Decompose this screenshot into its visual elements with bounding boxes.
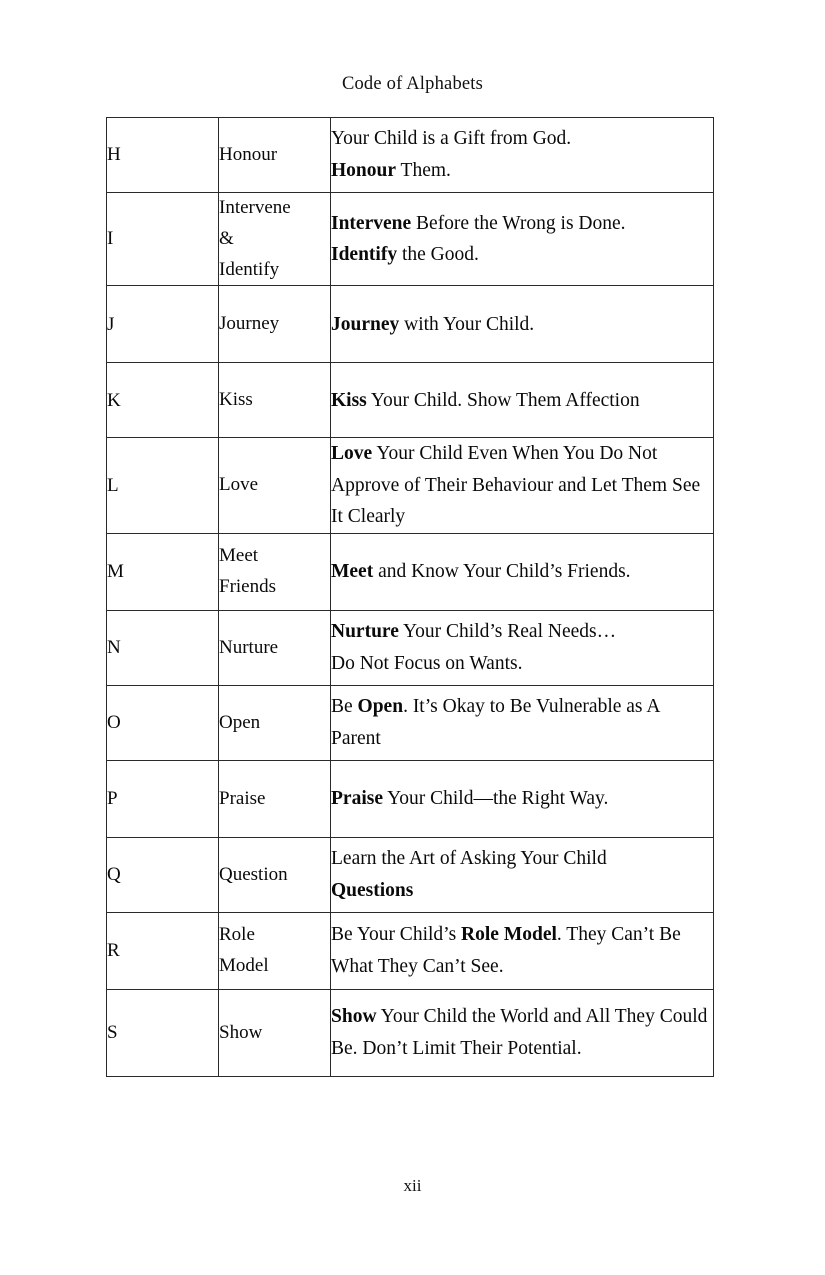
body-text: Before the Wrong is Done. [411, 212, 626, 234]
table-row [107, 438, 714, 534]
cell-letter: J [107, 286, 219, 363]
code-of-alphabets-table [106, 117, 714, 1077]
cell-keyword [219, 534, 331, 611]
cell-letter: K [107, 363, 219, 438]
cell-description [331, 363, 714, 438]
cell-keyword [219, 838, 331, 913]
cell-letter: I [107, 193, 219, 286]
table-row [107, 611, 714, 686]
body-text: the Good. [397, 244, 479, 266]
keyword-line: Role [219, 924, 255, 946]
emphasis-text: Questions [331, 880, 414, 902]
keyword-line: Question [219, 863, 288, 885]
body-text: Your Child Even When You Do Not Approve of Their Behaviour and Let Them See It Clearly [331, 443, 701, 528]
keyword-line: & [219, 227, 234, 249]
cell-keyword [219, 686, 331, 761]
cell-keyword [219, 286, 331, 363]
cell-description [331, 534, 714, 611]
cell-description [331, 761, 714, 838]
keyword-line: Show [219, 1021, 263, 1043]
cell-letter: H [107, 118, 219, 193]
table-row [107, 686, 714, 761]
cell-letter: M [107, 534, 219, 611]
emphasis-text: Role Model [461, 924, 557, 946]
body-text: . They Can’t Be What They Can’t See. [331, 924, 681, 978]
running-head: Code of Alphabets [341, 74, 484, 94]
emphasis-text: Nurture [331, 621, 399, 643]
keyword-line: Identify [219, 258, 280, 280]
table-row [107, 286, 714, 363]
cell-description [331, 990, 714, 1077]
table-row [107, 761, 714, 838]
table-row [107, 118, 714, 193]
cell-letter: L [107, 438, 219, 534]
keyword-line: Praise [219, 787, 266, 809]
body-text: Your Child. Show Them Affection [366, 389, 640, 411]
table-row [107, 534, 714, 611]
emphasis-text: Journey [331, 313, 400, 335]
keyword-line: Honour [219, 143, 278, 165]
cell-keyword [219, 761, 331, 838]
keyword-line: Intervene [219, 197, 291, 218]
cell-description [331, 438, 714, 534]
cell-keyword [219, 193, 331, 286]
keyword-line: Love [219, 474, 259, 496]
emphasis-text: Open [357, 696, 404, 718]
page-number: xii [403, 1176, 422, 1195]
emphasis-text: Kiss [331, 389, 367, 411]
emphasis-text: Intervene [331, 212, 412, 234]
body-text: Be [331, 696, 358, 718]
keyword-line: Nurture [219, 636, 279, 658]
cell-description [331, 118, 714, 193]
cell-letter: N [107, 611, 219, 686]
keyword-line: Friends [219, 576, 276, 598]
emphasis-text: Identify [331, 244, 398, 266]
cell-letter: R [107, 913, 219, 990]
cell-description [331, 611, 714, 686]
body-text: Do Not Focus on Wants. [331, 653, 523, 675]
table-row [107, 838, 714, 913]
keyword-line: Kiss [219, 388, 253, 410]
body-text: with Your Child. [399, 313, 535, 335]
cell-description [331, 913, 714, 990]
table-row [107, 193, 714, 286]
emphasis-text: Meet [331, 561, 374, 583]
emphasis-text: Show [331, 1006, 377, 1028]
body-text: Your Child—the Right Way. [382, 788, 609, 810]
cell-description [331, 193, 714, 286]
cell-letter: O [107, 686, 219, 761]
body-text: Your Child’s Real Needs… [398, 621, 617, 643]
keyword-line: Journey [219, 312, 280, 334]
table-row [107, 913, 714, 990]
cell-keyword [219, 611, 331, 686]
cell-keyword [219, 438, 331, 534]
body-text: and Know Your Child’s Friends. [373, 561, 631, 583]
emphasis-text: Praise [331, 788, 383, 810]
cell-description [331, 286, 714, 363]
body-text: Your Child is a Gift from God. [331, 128, 572, 150]
keyword-line: Meet [219, 545, 259, 567]
cell-keyword [219, 118, 331, 193]
emphasis-text: Honour [331, 160, 397, 181]
cell-description [331, 686, 714, 761]
cell-keyword [219, 913, 331, 990]
cell-description [331, 838, 714, 913]
cell-letter: S [107, 990, 219, 1077]
table-row [107, 363, 714, 438]
keyword-line: Model [219, 955, 269, 977]
table-row [107, 990, 714, 1077]
table-body [107, 118, 714, 1077]
emphasis-text: Love [331, 443, 373, 465]
keyword-line: Open [219, 711, 261, 733]
body-text: . It’s Okay to Be Vulnerable as A Parent [331, 696, 660, 750]
cell-letter: P [107, 761, 219, 838]
cell-keyword [219, 990, 331, 1077]
cell-keyword [219, 363, 331, 438]
body-text: Learn the Art of Asking Your Child [331, 848, 607, 870]
body-text: Be Your Child’s [331, 924, 462, 946]
body-text: Your Child the World and All They Could Be. Don’t Limit Their Potential. [331, 1006, 708, 1060]
cell-letter: Q [107, 838, 219, 913]
body-text: Them. [396, 160, 451, 181]
